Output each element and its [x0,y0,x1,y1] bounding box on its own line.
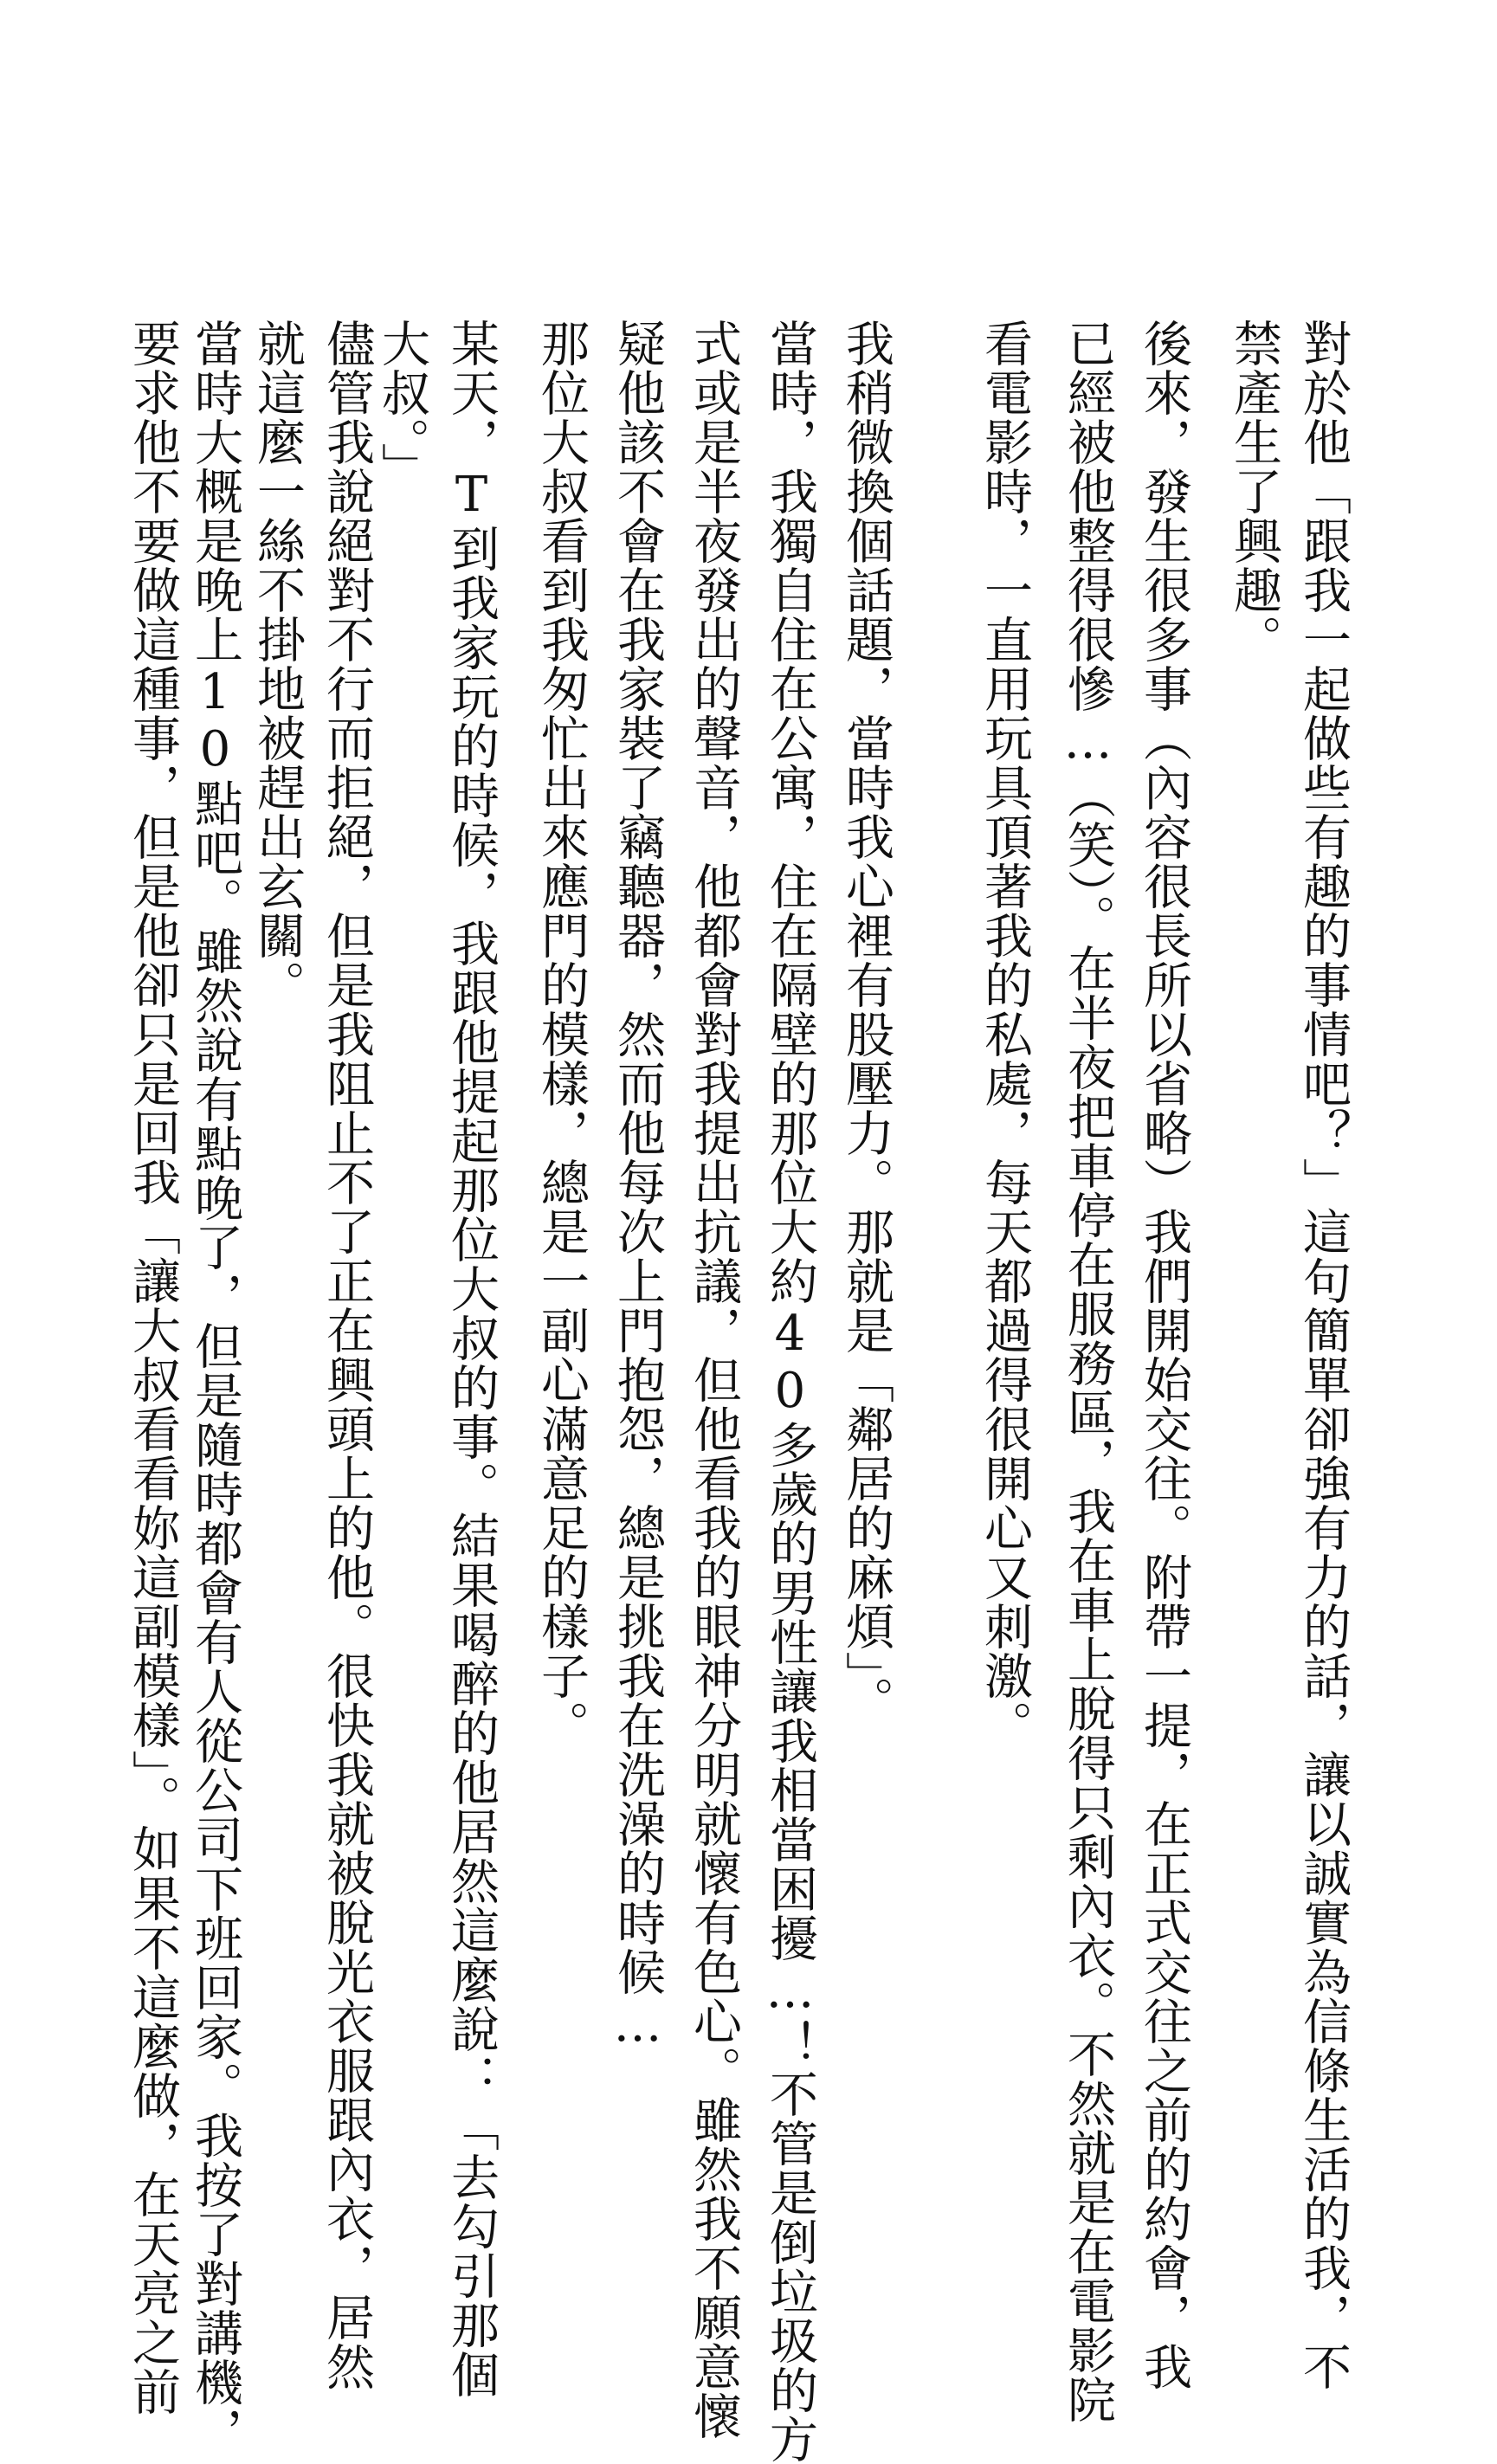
text-column: 當時大概是晚上10點吧。雖然說有點晚了，但是隨時都會有人從公司下班回家。我按了對講機， [187,319,243,2456]
text-column: 要求他不要做這種事，但是他卻只是回我「讓大叔看看妳這副模樣」。如果不這麼做，在天亮之前 [125,319,181,2416]
text-column: 後來，發生很多事（內容很長所以省略）我們開始交往。附帶一提，在正式交往之前的約會，我 [1136,319,1192,2391]
text-column: 對於他「跟我一起做些有趣的事情吧？」這句簡單卻強有力的話，讓以誠實為信條生活的我，不 [1295,319,1352,2391]
text-column: 某天，T到我家玩的時候，我跟他提起那位大叔的事。結果喝醉的他居然這麼說：「去勾引那個 [443,319,500,2399]
text-column: 疑他該不會在我家裝了竊聽器，然而他每次上門抱怨，總是挑我在洗澡的時候… [610,319,666,2054]
text-column: 式或是半夜發出的聲音，他都會對我提出抗議，但他看我的眼神分明就懷有色心。雖然我不願意懷 [686,319,742,2441]
text-column: 那位大叔看到我匆忙出來應門的模樣，總是一副心滿意足的樣子。 [533,319,590,1750]
text-column: 我稍微換個話題，當時我心裡有股壓力。那就是「鄰居的麻煩」。 [838,319,894,1725]
text-column: 當時，我獨自住在公寓，住在隔壁的那位大約40多歲的男性讓我相當困擾…！不管是倒垃圾的方 [762,319,818,2464]
text-column: 看電影時，一直用玩具頂著我的私處，每天都過得很開心又刺激。 [977,319,1033,1750]
text-column: 已經被他整得很慘…（笑）。在半夜把車停在服務區，我在車上脫得只剩內衣。不然就是在電影院 [1060,319,1116,2424]
text-column: 儘管我說絕對不行而拒絕，但是我阻止不了正在興頭上的他。很快我就被脫光衣服跟內衣，居然 [319,319,375,2391]
text-column: 大叔。」 [374,319,430,492]
text-column: 就這麼一絲不掛地被趕出玄關。 [249,319,306,1009]
text-column: 禁產生了興趣。 [1226,319,1282,664]
